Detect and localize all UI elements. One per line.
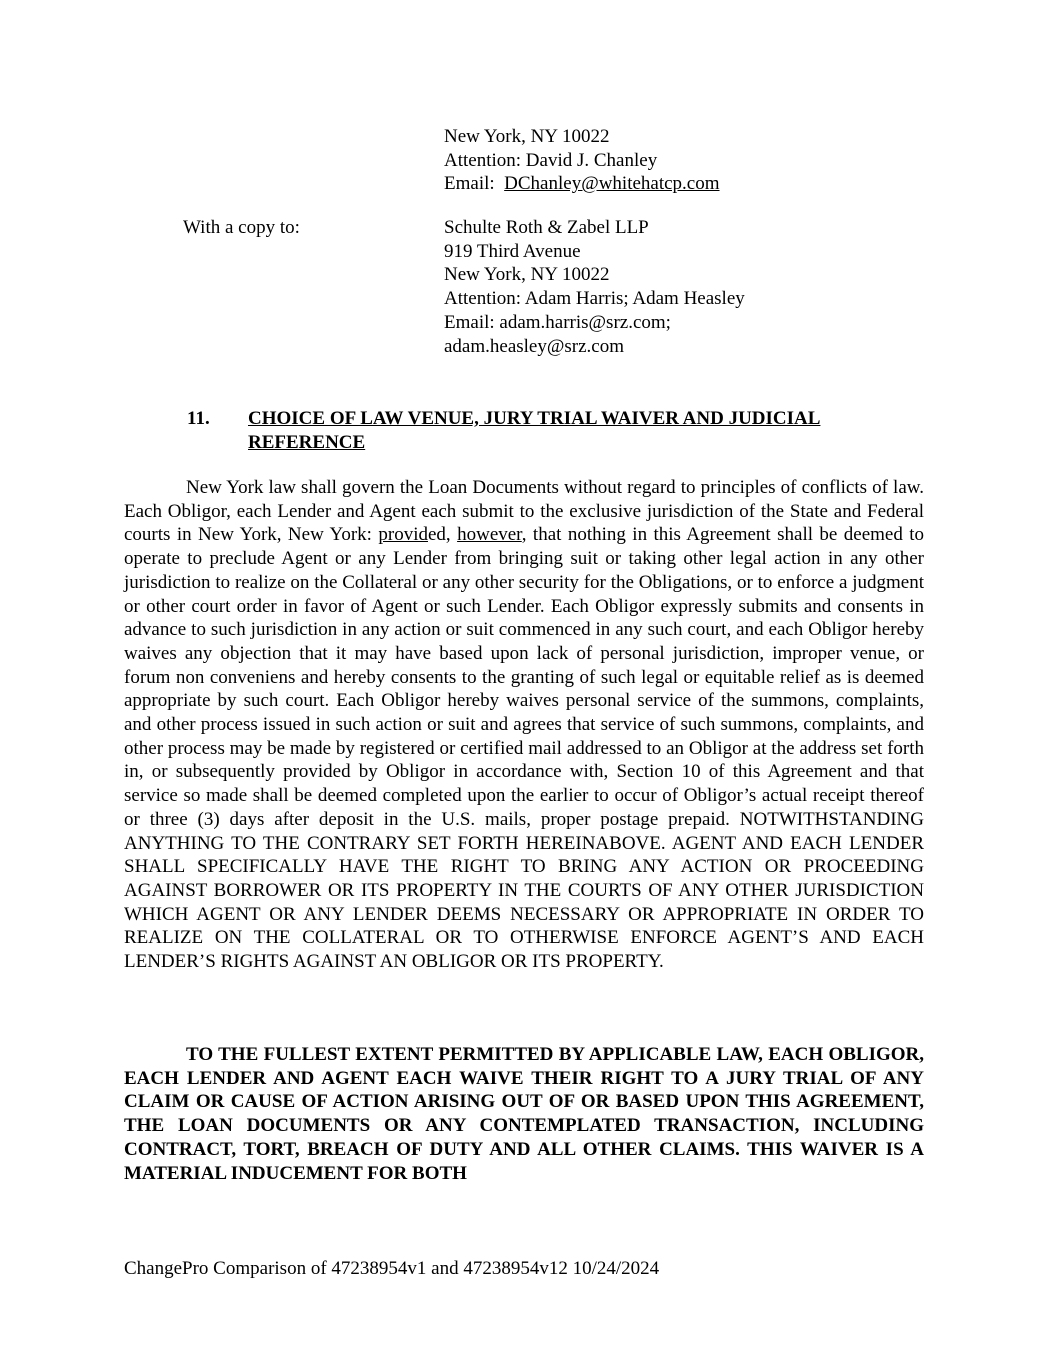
copy-email-line-1: Email: adam.harris@srz.com;	[444, 311, 671, 333]
notice-email-label: Email:	[444, 173, 495, 195]
copy-city-line: New York, NY 10022	[444, 264, 610, 286]
however-term: however	[457, 524, 522, 546]
page-footer: ChangePro Comparison of 47238954v1 and 47238954v12 10/24/2024	[124, 1258, 660, 1279]
section-title: CHOICE OF LAW VENUE, JURY TRIAL WAIVER AND JUDICIAL REFERENCE	[248, 408, 821, 453]
copy-street-line: 919 Third Avenue	[444, 240, 581, 262]
copy-address-block	[444, 216, 964, 358]
notice-email-link[interactable]: DChanley@whitehatcp.com	[504, 173, 720, 195]
copy-firm-name: Schulte Roth & Zabel LLP	[444, 217, 649, 238]
notice-address-block	[444, 125, 964, 196]
section-number: 11.	[187, 408, 210, 429]
notice-attention-line: Attention: David J. Chanley	[444, 149, 658, 171]
paragraph-1-part-a: New York law shall govern the Loan Documents without regard to principles of conflicts of law. Each Obligor, each Lender and Agent each submit to the exclusive jurisdiction of the State and Federal courts in New York, New York:	[124, 477, 924, 546]
copy-to-label: With a copy to:	[183, 217, 300, 238]
copy-email-line-2: adam.heasley@srz.com	[444, 335, 624, 357]
provided-term-suffix: ed	[427, 524, 446, 546]
copy-attention-line: Attention: Adam Harris; Adam Heasley	[444, 288, 745, 310]
paragraph-1-part-b: , that nothing in this Agreement shall be deemed to operate to preclude Agent or any Lender from bringing suit or taking other legal action in any other jurisdiction to realize on the Collateral or any other security for the Obligations, or to enforce a judgment or other court order in favor of Agent or such Lender. Each Obligor expressly submits and consents in advance to such jurisdiction in any action or suit commenced in any such court, and each Obligor hereby waives any objection that it may have based upon lack of personal jurisdiction, improper venue, or forum non conveniens and hereby consents to the granting of such legal or equitable relief as is deemed appropriate by such court. Each Obligor hereby waives personal service of the summons, complaints, and other process issued in such action or suit and agrees that service of such summons, complaints, and other process may be made by registered or certified mail addressed to an Obligor at the address set forth in, or subsequently provided by Obligor in accordance with, Section 10 of this Agreement and that service so made shall be deemed completed upon the earlier to occur of Obligor’s actual receipt thereof or three (3) days after deposit in the U.S. mails, proper postage prepaid. NOTWITHSTANDING ANYTHING TO THE CONTRARY SET FORTH HEREINABOVE. AGENT AND EACH LENDER SHALL SPECIFICALLY HAVE THE RIGHT TO BRING ANY ACTION OR PROCEEDING AGAINST BORROWER OR ITS PROPERTY IN THE COURTS OF ANY OTHER JURISDICTION WHICH AGENT OR ANY LENDER DEEMS NECESSARY OR APPROPRIATE IN ORDER TO REALIZE ON THE COLLATERAL OR TO OTHERWISE ENFORCE AGENT’S AND EACH LENDER’S RIGHTS AGAINST AN OBLIGOR OR ITS PROPERTY.	[124, 524, 925, 973]
jury-waiver-text: TO THE FULLEST EXTENT PERMITTED BY APPLICABLE LAW, EACH OBLIGOR, EACH LENDER AND AGENT EACH WAIVE THEIR RIGHT TO A JURY TRIAL OF ANY CLAIM OR CAUSE OF ACTION ARISING OUT OF OR BASED UPON THIS AGREEMENT, THE LOAN DOCUMENTS OR ANY CONTEMPLATED TRANSACTION, INCLUDING CONTRACT, TORT, BREACH OF DUTY AND ALL OTHER CLAIMS. THIS WAIVER IS A MATERIAL INDUCEMENT FOR BOTH	[124, 1044, 924, 1184]
jury-waiver-paragraph	[124, 1043, 924, 1185]
notice-address-line: New York, NY 10022	[444, 126, 610, 147]
notice-email-line	[444, 172, 964, 196]
provided-comma: ,	[445, 524, 451, 546]
provided-term: provid	[378, 524, 428, 546]
choice-of-law-paragraph	[124, 476, 924, 974]
